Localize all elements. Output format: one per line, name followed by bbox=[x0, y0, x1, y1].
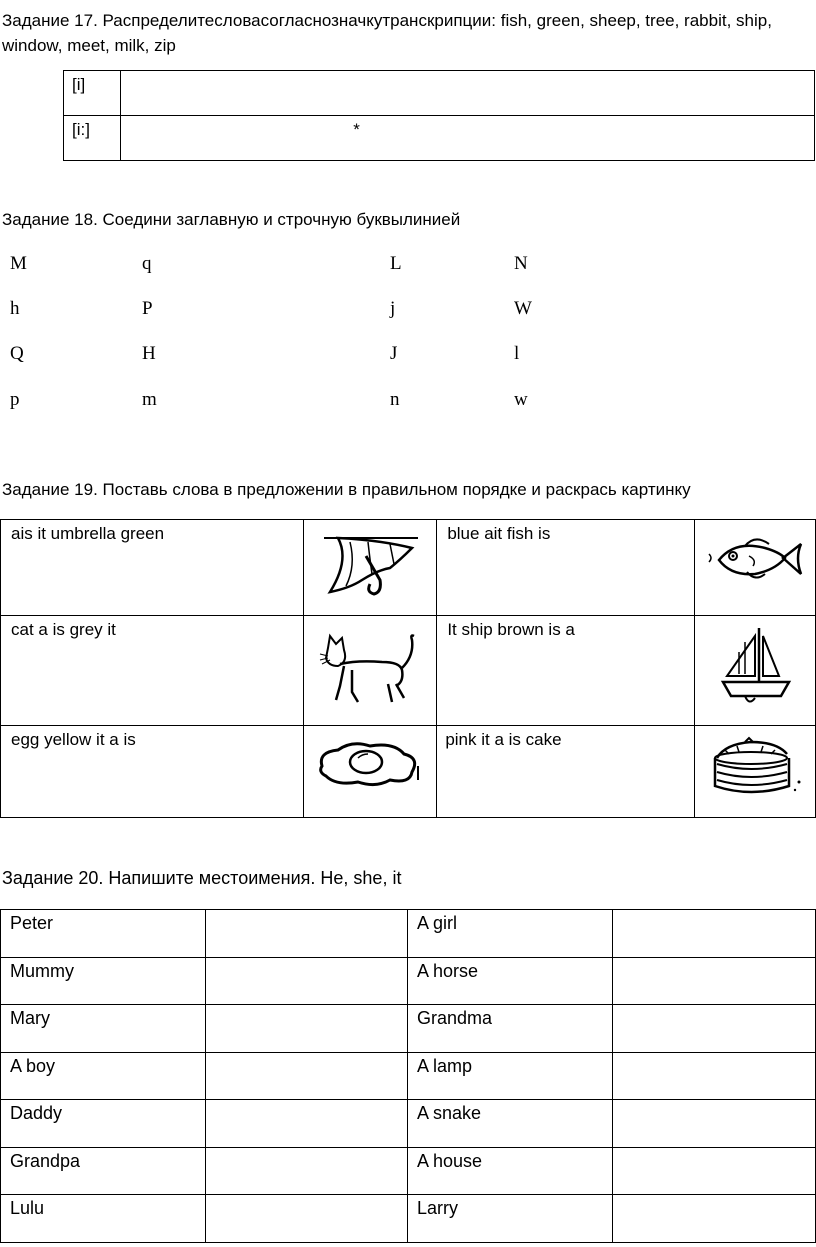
noun-cell: A snake bbox=[408, 1100, 613, 1148]
letter[interactable]: Q bbox=[10, 343, 24, 364]
letter[interactable]: W bbox=[514, 298, 532, 319]
cake-icon bbox=[705, 736, 805, 800]
letter[interactable]: J bbox=[390, 343, 398, 364]
noun-cell: A horse bbox=[408, 957, 613, 1005]
noun-cell: A girl bbox=[408, 910, 613, 958]
noun-cell: A house bbox=[408, 1147, 613, 1195]
transcription-label: [i:] bbox=[64, 116, 121, 161]
noun-cell: Grandma bbox=[408, 1005, 613, 1053]
pronoun-answer-cell[interactable] bbox=[613, 957, 816, 1005]
sailboat-icon bbox=[715, 626, 795, 708]
task19-heading: Задание 19. Поставь слова в предложении в правильном порядке и раскрась картинку bbox=[2, 480, 691, 499]
umbrella-icon bbox=[320, 530, 420, 600]
table-row bbox=[1, 1100, 816, 1148]
letter[interactable]: L bbox=[390, 253, 402, 274]
table-row bbox=[1, 957, 816, 1005]
letter[interactable]: M bbox=[10, 253, 27, 274]
task17-heading: Задание 17. Распределитесловасогласнозначкутранскрипции: fish, green, sheep, tree, rabbit, ship, window, meet, milk, zip bbox=[2, 11, 772, 55]
table-row bbox=[1, 726, 816, 818]
letter[interactable]: h bbox=[10, 298, 20, 319]
table-row bbox=[1, 1005, 816, 1053]
letter[interactable]: n bbox=[390, 389, 400, 410]
noun-cell: Lulu bbox=[1, 1195, 206, 1243]
pronoun-answer-cell[interactable] bbox=[206, 910, 408, 958]
picture-cell[interactable] bbox=[304, 520, 437, 616]
transcription-label: [i] bbox=[64, 71, 121, 116]
noun-cell: A lamp bbox=[408, 1052, 613, 1100]
task19-table bbox=[0, 519, 816, 818]
pronoun-answer-cell[interactable] bbox=[206, 1052, 408, 1100]
picture-cell[interactable] bbox=[304, 616, 437, 726]
task20-heading: Задание 20. Напишите местоимения. He, she, it bbox=[2, 868, 402, 888]
noun-cell: Daddy bbox=[1, 1100, 206, 1148]
table-row bbox=[1, 910, 816, 958]
task18-heading: Задание 18. Соедини заглавную и строчную буквылинией bbox=[2, 210, 461, 229]
pronoun-answer-cell[interactable] bbox=[206, 1147, 408, 1195]
picture-cell[interactable] bbox=[304, 726, 437, 818]
letter[interactable]: p bbox=[10, 389, 20, 410]
pronoun-answer-cell[interactable] bbox=[613, 1147, 816, 1195]
task17-table bbox=[63, 70, 815, 161]
table-row bbox=[64, 116, 815, 161]
letter[interactable]: N bbox=[514, 253, 528, 274]
fried-egg-icon bbox=[314, 736, 426, 792]
fish-icon bbox=[705, 530, 805, 586]
pronoun-answer-cell[interactable] bbox=[206, 1100, 408, 1148]
answer-cell[interactable] bbox=[121, 71, 815, 116]
sentence-cell: blue ait fish is bbox=[437, 520, 695, 616]
pronoun-answer-cell[interactable] bbox=[613, 910, 816, 958]
sentence-cell: It ship brown is a bbox=[437, 616, 695, 726]
pronoun-answer-cell[interactable] bbox=[206, 1005, 408, 1053]
task20-table bbox=[0, 909, 816, 1243]
noun-cell: Grandpa bbox=[1, 1147, 206, 1195]
pronoun-answer-cell[interactable] bbox=[613, 1195, 816, 1243]
picture-cell[interactable] bbox=[695, 726, 816, 818]
picture-cell[interactable] bbox=[695, 616, 816, 726]
noun-cell: A boy bbox=[1, 1052, 206, 1100]
pronoun-answer-cell[interactable] bbox=[613, 1100, 816, 1148]
letter[interactable]: m bbox=[142, 389, 157, 410]
table-row bbox=[1, 520, 816, 616]
noun-cell: Peter bbox=[1, 910, 206, 958]
table-row bbox=[1, 1195, 816, 1243]
table-row bbox=[1, 1052, 816, 1100]
letter[interactable]: P bbox=[142, 298, 153, 319]
letter[interactable]: H bbox=[142, 343, 156, 364]
sentence-cell: pink it a is cake bbox=[437, 726, 695, 818]
sentence-cell: cat a is grey it bbox=[1, 616, 304, 726]
cat-icon bbox=[318, 626, 422, 706]
pronoun-answer-cell[interactable] bbox=[613, 1005, 816, 1053]
letter[interactable]: l bbox=[514, 343, 520, 364]
noun-cell: Larry bbox=[408, 1195, 613, 1243]
sentence-cell: ais it umbrella green bbox=[1, 520, 304, 616]
pronoun-answer-cell[interactable] bbox=[613, 1052, 816, 1100]
letter[interactable]: w bbox=[514, 389, 528, 410]
answer-cell[interactable]: * bbox=[121, 116, 815, 161]
picture-cell[interactable] bbox=[695, 520, 816, 616]
table-row bbox=[64, 71, 815, 116]
letter[interactable]: j bbox=[390, 298, 396, 319]
letter[interactable]: q bbox=[142, 253, 152, 274]
table-row bbox=[1, 1147, 816, 1195]
table-row bbox=[1, 616, 816, 726]
noun-cell: Mummy bbox=[1, 957, 206, 1005]
pronoun-answer-cell[interactable] bbox=[206, 1195, 408, 1243]
pronoun-answer-cell[interactable] bbox=[206, 957, 408, 1005]
sentence-cell: egg yellow it a is bbox=[1, 726, 304, 818]
noun-cell: Mary bbox=[1, 1005, 206, 1053]
